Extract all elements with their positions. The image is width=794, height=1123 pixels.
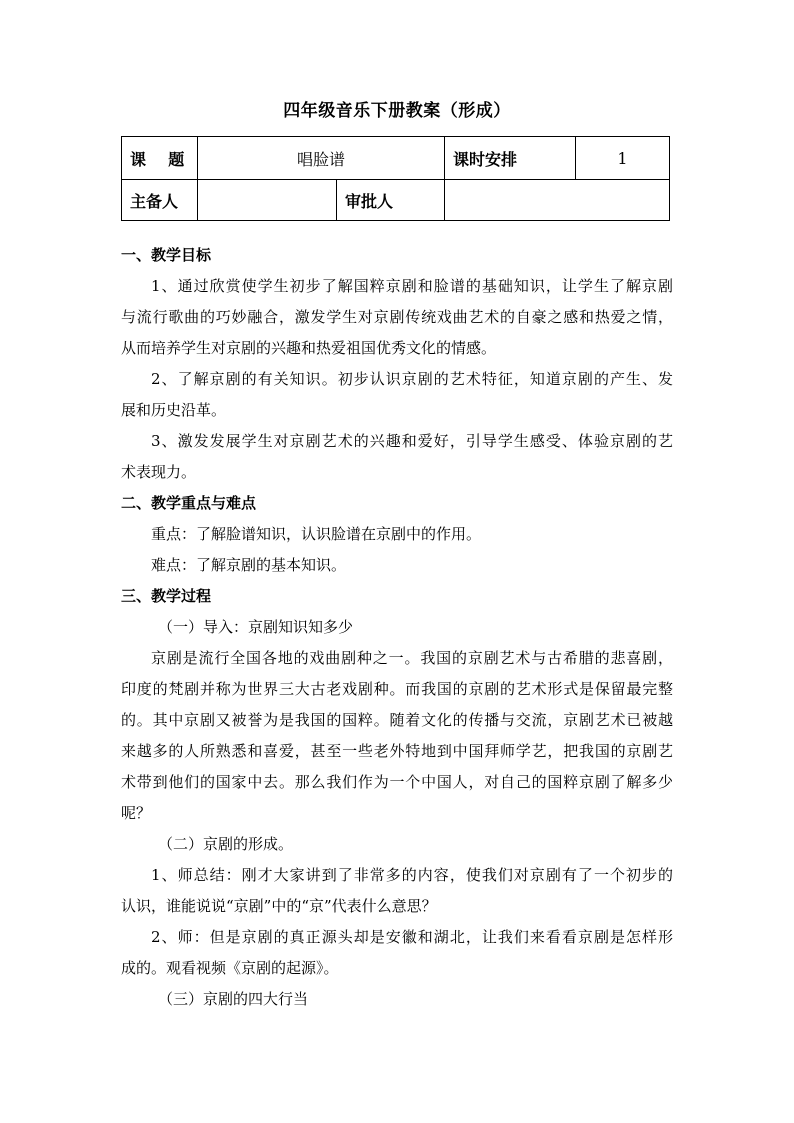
approver-label: 审批人 <box>337 180 445 221</box>
paragraph-line: 成的。观看视频《京剧的起源》。 <box>121 959 339 977</box>
subsection-heading: （二）京剧的形成。 <box>158 835 294 853</box>
topic-label: 课 题 <box>122 137 198 180</box>
paragraph-line: 与流行歌曲的巧妙融合，激发学生对京剧传统戏曲艺术的自豪之感和热爱之情， <box>121 308 673 326</box>
approver-value <box>445 180 670 221</box>
paragraph-line: 印度的梵剧并称为世界三大古老戏剧种。而我国的京剧的艺术形式是保留最完整 <box>121 680 673 698</box>
topic-value: 唱脸谱 <box>198 137 445 180</box>
paragraph-line: 术带到他们的国家中去。那么我们作为一个中国人，对自己的国粹京剧了解多少 <box>121 773 673 791</box>
paragraph-line: 的。其中京剧又被誉为是我国的国粹。随着文化的传播与交流，京剧艺术已被越 <box>121 711 673 729</box>
lesson-info-table <box>121 136 670 221</box>
subsection-heading: （三）京剧的四大行当 <box>158 990 309 1008</box>
subsection-heading: （一）导入：京剧知识知多少 <box>158 618 354 636</box>
paragraph-line: 呢？ <box>121 804 152 822</box>
paragraph-line: 3、激发发展学生对京剧艺术的兴趣和爱好，引导学生感受、体验京剧的艺 <box>151 432 673 450</box>
preparer-label: 主备人 <box>122 180 198 221</box>
paragraph-line: 来越多的人所熟悉和喜爱，甚至一些老外特地到中国拜师学艺，把我国的京剧艺 <box>121 742 673 760</box>
paragraph-line: 2、了解京剧的有关知识。初步认识京剧的艺术特征，知道京剧的产生、发 <box>151 370 673 388</box>
paragraph-line: 1、师总结：刚才大家讲到了非常多的内容，使我们对京剧有了一个初步的 <box>151 866 673 884</box>
section-heading: 三、教学过程 <box>121 587 212 605</box>
document-title: 四年级音乐下册教案（形成） <box>283 101 511 121</box>
paragraph-line: 从而培养学生对京剧的兴趣和热爱祖国优秀文化的情感。 <box>121 339 497 357</box>
table-row <box>122 137 670 180</box>
paragraph-line: 难点：了解京剧的基本知识。 <box>151 556 347 574</box>
paragraph-line: 重点：了解脸谱知识，认识脸谱在京剧中的作用。 <box>151 525 482 543</box>
section-heading: 一、教学目标 <box>121 246 212 264</box>
paragraph-line: 术表现力。 <box>121 463 197 481</box>
paragraph-line: 2、师：但是京剧的真正源头却是安徽和湖北，让我们来看看京剧是怎样形 <box>151 928 673 946</box>
section-heading: 二、教学重点与难点 <box>121 494 257 512</box>
paragraph-line: 京剧是流行全国各地的戏曲剧种之一。我国的京剧艺术与古希腊的悲喜剧， <box>151 649 673 667</box>
paragraph-line: 认识，谁能说说“京剧”中的“京”代表什么意思？ <box>121 897 437 915</box>
schedule-value: 1 <box>576 137 670 180</box>
schedule-label: 课时安排 <box>445 137 576 180</box>
preparer-value <box>198 180 337 221</box>
table-row <box>122 180 670 221</box>
lesson-body <box>121 240 673 1015</box>
paragraph-line: 展和历史沿革。 <box>121 401 227 419</box>
paragraph-line: 1、通过欣赏使学生初步了解国粹京剧和脸谱的基础知识，让学生了解京剧 <box>151 277 673 295</box>
